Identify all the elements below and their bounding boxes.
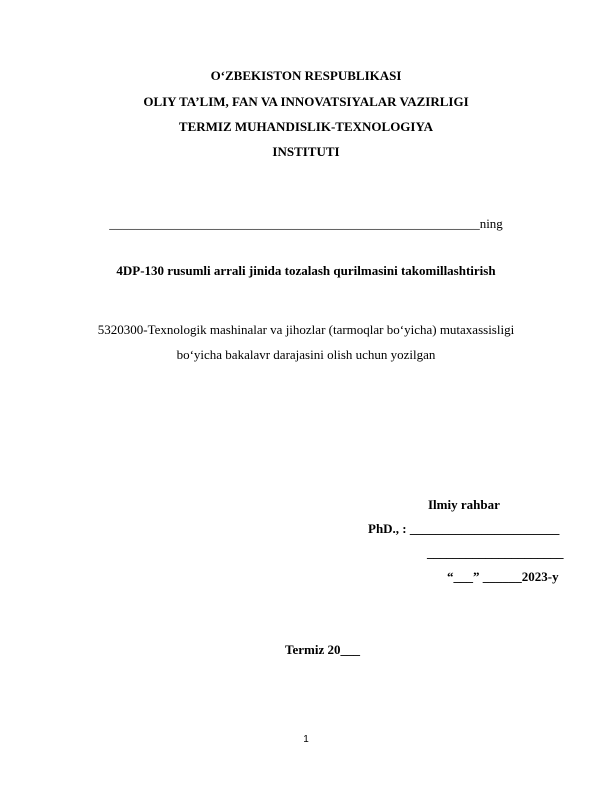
institute-name-line2: INSTITUTI: [272, 144, 340, 159]
city-year: Termiz 20___: [285, 642, 360, 657]
page-number: 1: [303, 734, 309, 745]
thesis-title: 4DP-130 rusumli arrali jinida tozalash qurilmasini takomillashtirish: [116, 263, 496, 278]
institute-name-line1: TERMIZ MUHANDISLIK-TEXNOLOGIYA: [178, 119, 434, 134]
signature-date-line: “___” ______2023-y: [447, 569, 559, 584]
specialty-line2: bo‘yicha bakalavr darajasini olish uchun yozilgan: [176, 347, 436, 362]
author-name-line: _________________________________________________________ning: [109, 216, 503, 231]
ministry-name-title: OLIY TA’LIM, FAN VA INNOVATSIYALAR VAZIRLIGI: [143, 94, 469, 109]
specialty-line1: 5320300-Texnologik mashinalar va jihozlar (tarmoqlar bo‘yicha) mutaxassisligi: [97, 322, 515, 337]
supervisor-name-line: _____________________: [427, 545, 564, 560]
supervisor-label: Ilmiy rahbar: [428, 497, 500, 512]
supervisor-phd-line: PhD., : _______________________: [368, 521, 560, 536]
ministry-country-title: O‘ZBEKISTON RESPUBLIKASI: [210, 68, 402, 83]
